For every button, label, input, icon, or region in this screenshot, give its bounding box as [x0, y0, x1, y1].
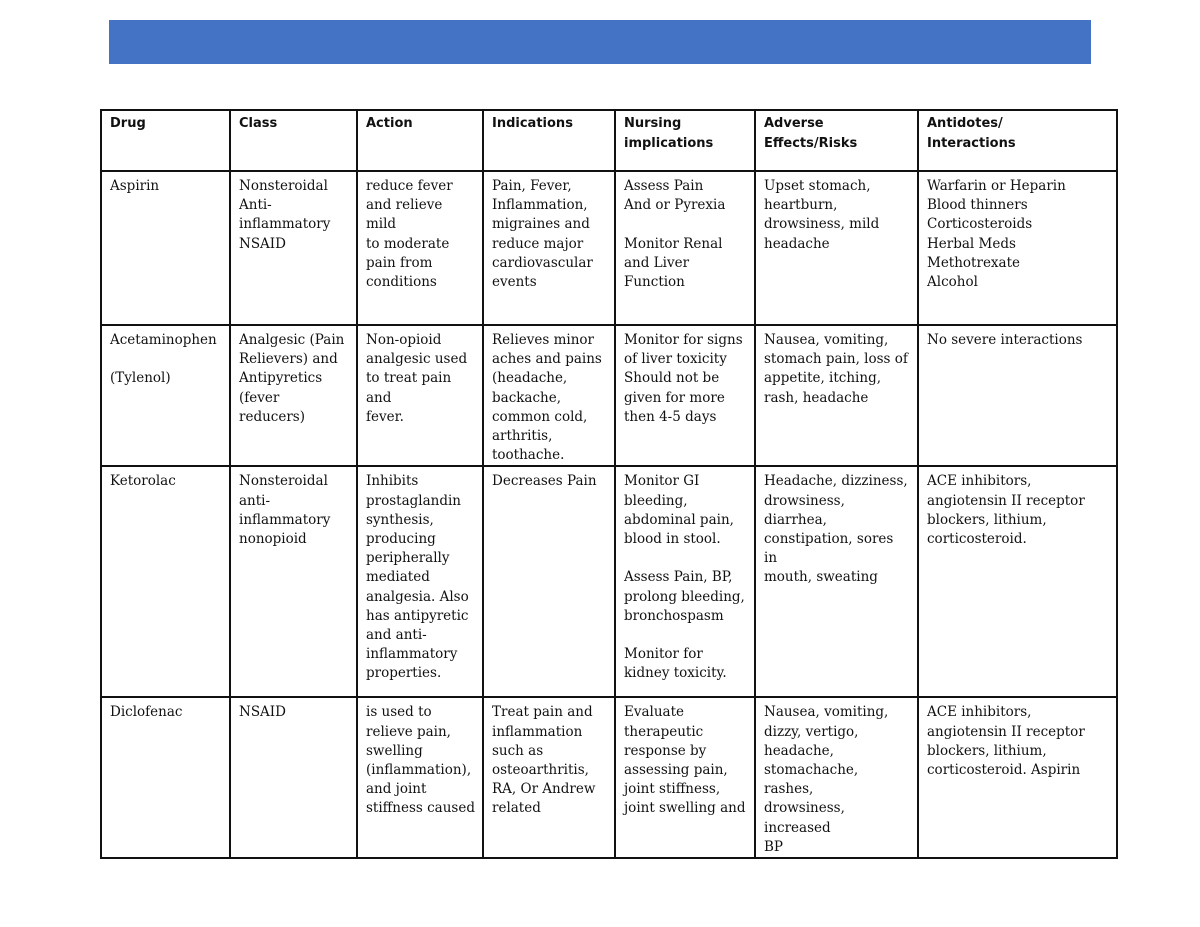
- cell-action: reduce fever and relieve mild to moderate pain from conditions: [357, 171, 483, 325]
- cell-action: Non-opioid analgesic used to treat pain and fever.: [357, 325, 483, 466]
- cell-action: Inhibits prostaglandin synthesis, producing peripherally mediated analgesia. Also has antipyretic and anti- inflammatory properties.: [357, 466, 483, 697]
- cell-antidotes: ACE inhibitors, angiotensin II receptor blockers, lithium, corticosteroid.: [918, 466, 1117, 697]
- cell-indications: Treat pain and inflammation such as osteoarthritis, RA, Or Andrew related: [483, 697, 615, 858]
- cell-nursing: Evaluate therapeutic response by assessing pain, joint stiffness, joint swelling and: [615, 697, 755, 858]
- header-adverse-effects: Adverse Effects/Risks: [755, 110, 918, 171]
- cell-antidotes: ACE inhibitors, angiotensin II receptor blockers, lithium, corticosteroid. Aspirin: [918, 697, 1117, 858]
- header-antidotes: Antidotes/ Interactions: [918, 110, 1117, 171]
- cell-adverse: Upset stomach, heartburn, drowsiness, mild headache: [755, 171, 918, 325]
- cell-class: NSAID: [230, 697, 357, 858]
- cell-drug: Ketorolac: [101, 466, 230, 697]
- cell-adverse: Nausea, vomiting, dizzy, vertigo, headache, stomachache, rashes, drowsiness, increased BP: [755, 697, 918, 858]
- cell-antidotes: Warfarin or Heparin Blood thinners Corticosteroids Herbal Meds Methotrexate Alcohol: [918, 171, 1117, 325]
- drug-table: [100, 109, 1118, 859]
- table-row: [101, 325, 1117, 466]
- cell-drug: Aspirin: [101, 171, 230, 325]
- header-row: [101, 110, 1117, 171]
- cell-drug: Acetaminophen (Tylenol): [101, 325, 230, 466]
- cell-adverse: Nausea, vomiting, stomach pain, loss of appetite, itching, rash, headache: [755, 325, 918, 466]
- cell-adverse: Headache, dizziness, drowsiness, diarrhea, constipation, sores in mouth, sweating: [755, 466, 918, 697]
- header-class: Class: [230, 110, 357, 171]
- header-bar: [109, 20, 1091, 64]
- cell-action: is used to relieve pain, swelling (inflammation), and joint stiffness caused: [357, 697, 483, 858]
- cell-drug: Diclofenac: [101, 697, 230, 858]
- cell-class: Nonsteroidal anti- inflammatory nonopioid: [230, 466, 357, 697]
- cell-nursing: Monitor for signs of liver toxicity Should not be given for more then 4-5 days: [615, 325, 755, 466]
- cell-indications: Decreases Pain: [483, 466, 615, 697]
- header-nursing-implications: Nursing implications: [615, 110, 755, 171]
- cell-indications: Relieves minor aches and pains (headache, backache, common cold, arthritis, toothache.: [483, 325, 615, 466]
- cell-nursing: Assess Pain And or Pyrexia Monitor Renal and Liver Function: [615, 171, 755, 325]
- table-row: [101, 171, 1117, 325]
- cell-antidotes: No severe interactions: [918, 325, 1117, 466]
- header-action: Action: [357, 110, 483, 171]
- cell-nursing: Monitor GI bleeding, abdominal pain, blood in stool. Assess Pain, BP, prolong bleeding, bronchospasm Monitor for kidney toxicity.: [615, 466, 755, 697]
- cell-class: Nonsteroidal Anti- inflammatory NSAID: [230, 171, 357, 325]
- cell-class: Analgesic (Pain Relievers) and Antipyretics (fever reducers): [230, 325, 357, 466]
- table-row: [101, 466, 1117, 697]
- cell-indications: Pain, Fever, Inflammation, migraines and reduce major cardiovascular events: [483, 171, 615, 325]
- header-drug: Drug: [101, 110, 230, 171]
- table-row: [101, 697, 1117, 858]
- header-indications: Indications: [483, 110, 615, 171]
